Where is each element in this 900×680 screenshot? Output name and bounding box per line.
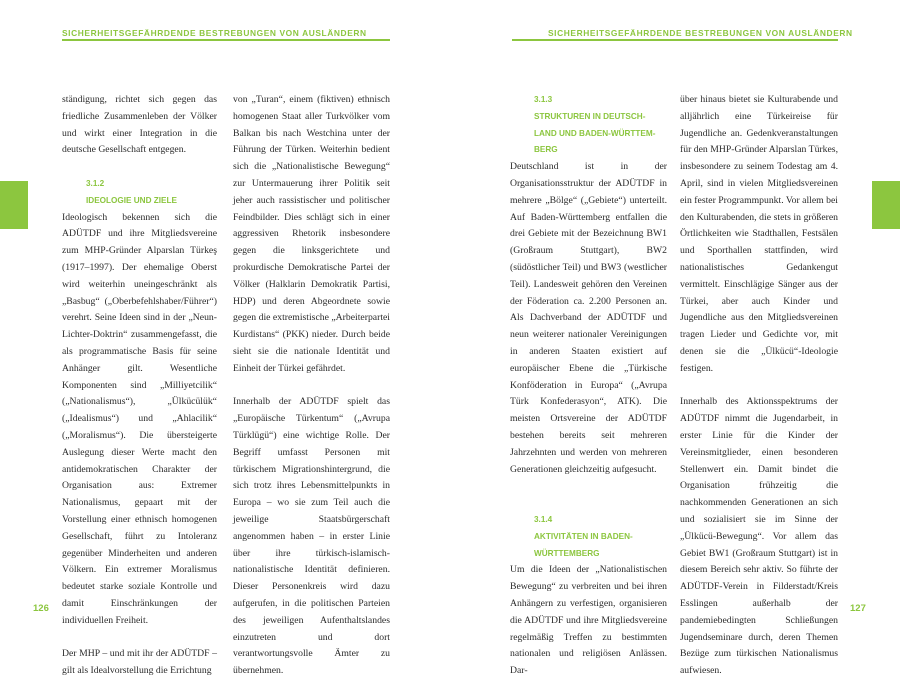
header-rule	[62, 39, 390, 41]
section-heading-line: LAND UND BADEN-WÜRTTEM-	[534, 128, 656, 138]
paragraph: ständigung, richtet sich gegen das friedliche Zusammenleben der Völker und wirkt einer Integration in die deutsche Gesellschaft entgegen.	[62, 94, 217, 156]
paragraph: Deutschland ist in der Organisationsstruktur der ADÜTDF in mehrere „Bölge“ („Gebiete“) unterteilt. Auf Baden-Württemberg entfallen die drei Gebiete mit der Bezeichnung BW1 (Großraum Stuttgart), BW2 (südöstlicher Teil) und BW3 (westlicher Teil). Landesweit gehören den Vereinen der Föderation ca. 2.200 Personen an. Als Dachverband der ADÜTDF und neun weiterer nationaler Vereinigungen in anderen Staaten existiert auf europäischer Ebene die „Türkische Konföderation in Europa“ („Avrupa Türk Konfederasyon“, ATK). Die meisten Ortsvereine der ADÜTDF bestehen bereits seit mehreren Jahrzehnten und werden von mehreren Generationen gleichzeitig aufgesucht.	[510, 161, 667, 475]
section-number: 3.1.4	[534, 514, 553, 524]
section-heading-line: STRUKTUREN IN DEUTSCH-	[534, 111, 646, 121]
margin-tab	[0, 181, 28, 229]
column-1	[62, 92, 217, 680]
section-heading-line: BERG	[534, 145, 558, 155]
paragraph: Ideologisch bekennen sich die ADÜTDF und ihre Mitgliedsvereine zum MHP-Gründer Alparslan Türkeş (1917–1997). Der ehemalige Oberst wird weiterhin uneingeschränkt als „Basbug“ („Oberbefehlshaber/Führer“) verehrt. Seine Ideen sind in der „Neun-Lichter-Doktrin“ zusammengefasst, die als programmatische Basis für seine Anhänger gilt. Wesentliche Komponenten sind „Milliyetcilik“ („Nationalismus“), „Ülkücülük“ („Idealismus“) und „Ahlacilik“ („Moralismus“). Die übersteigerte Auslegung dieser Werte macht den antidemokratischen Charakter der Organisation aus: Extremer Nationalismus, gepaart mit der Vorstellung einer ethnisch homogenen Gesellschaft, führt zu Intoleranz gegenüber Minderheiten und anderen Völkern. Ein extremer Moralismus bedeutet starke soziale Kontrolle und damit Einschränkungen der individuellen Freiheit.	[62, 211, 217, 626]
paragraph: Innerhalb der ADÜTDF spielt das „Europäische Türkentum“ („Avrupa Türklügü“) eine wichtige Rolle. Der Begriff umfasst Personen mit türkischem Migrationshintergrund, die sich trotz ihres Lebensmittelpunkts in Europa – wo sie zum Teil auch die jeweilige Staatsbürgerschaft angenommen haben – in erster Linie über ihre türkisch-islamisch-nationalistische Identität definieren. Dieser Personenkreis wird dazu aufgerufen, in die politischen Parteien des jeweiligen Aufenthaltslandes einzutreten und dort verantwortungsvolle Ämter zu übernehmen.	[233, 396, 390, 677]
column-1	[510, 92, 667, 680]
header-rule	[512, 39, 838, 41]
section-heading: IDEOLOGIE UND ZIELE	[86, 195, 177, 205]
left-page	[0, 0, 450, 677]
section-number: 3.1.3	[534, 95, 553, 104]
paragraph: von „Turan“, einem (fiktiven) ethnisch homogenen Staat aller Turkvölker vom Balkan bis nach Westchina unter der Führung der Türken. Weiterhin bedient sich die „Nationalistische Bewegung“ zur Untermauerung ihrer Politik seit jeher auch rassistischer und politischer Feindbilder. Dies schlägt sich in einer aggressiven Rhetorik insbesondere gegen die linksgerichtete und prokurdische Demokratische Partei der Völker (Halklarin Demokratik Partisi, HDP) und deren Abgeordnete sowie gegen die extremistische „Arbeiterpartei Kurdistans“ (PKK) nieder. Durch beide sieht sie die nationale Identität und Einheit der Türkei gefährdet.	[233, 94, 390, 374]
margin-tab	[872, 181, 900, 229]
page-number: 127	[850, 603, 866, 614]
section-heading-line: WÜRTTEMBERG	[534, 548, 600, 558]
page-number: 126	[33, 603, 49, 614]
running-header: SICHERHEITSGEFÄHRDENDE BESTREBUNGEN VON AUSLÄNDERN	[62, 28, 367, 38]
paragraph: Innerhalb des Aktionsspektrums der ADÜTDF nimmt die Jugendarbeit, in erster Linie für die Kinder der Vereinsmitglieder, einen besonderen Stellenwert ein. Damit bindet die Organisation frühzeitig die nachkommenden Generationen an sich und sozialisiert sie im Sinne der „Ülkücü-Bewegung“. Vor allem das Gebiet BW1 (Großraum Stuttgart) ist in diesem Bereich sehr aktiv. So führte der ADÜTDF-Verein in Filderstadt/Kreis Esslingen außerhalb der pandemiebedingten Schließungen Jugendseminare durch, deren Themen Bezüge zum türkischen Nationalismus aufwiesen.	[680, 396, 838, 677]
running-header: SICHERHEITSGEFÄHRDENDE BESTREBUNGEN VON AUSLÄNDERN	[548, 28, 853, 38]
paragraph: über hinaus bietet sie Kulturabende und alljährlich eine Türkeireise für Jugendliche an. Gedenkveranstaltungen für den MHP-Gründer Alparslan Türkes, insbesondere zu seinem Todestag am 4. April, sind in vielen Mitgliedsvereinen ein fester Programmpunkt. Vor allem bei den Kulturabenden, die stets in größeren Örtlichkeiten wie Stadthallen, Festsälen und Sporthallen stattfinden, wird nationalistisches Gedankengut vermittelt. Einschlägige Sänger aus der Türkei, aber auch Kinder und Jugendliche aus den Mitgliedsvereinen tragen Lieder und Gedichte vor, mit denen sie die „Ülkücü“-Ideologie festigen.	[680, 94, 838, 374]
section-number: 3.1.2	[86, 178, 105, 188]
section-heading-line: AKTIVITÄTEN IN BADEN-	[534, 531, 633, 541]
paragraph: Der MHP – und mit ihr der ADÜTDF – gilt als Idealvorstellung die Errichtung	[62, 648, 217, 677]
paragraph: Um die Ideen der „Nationalistischen Bewegung“ zu verbreiten und bei ihren Anhängern zu verfestigen, organisieren die ADÜTDF und ihre Mitgliedsvereine regelmäßig Treffen zu bestimmten nationalen und religiösen Anlässen. Dar-	[510, 564, 667, 677]
column-2	[680, 92, 838, 680]
right-page	[450, 0, 900, 677]
column-2	[233, 92, 390, 680]
